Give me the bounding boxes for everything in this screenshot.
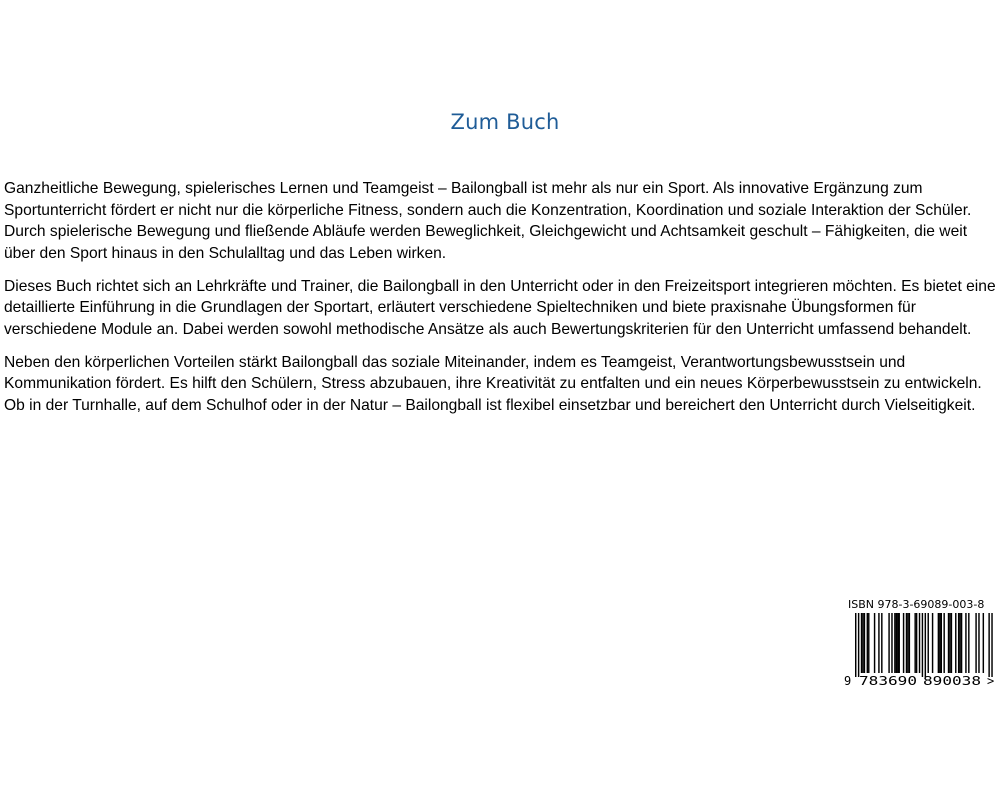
barcode-bar — [899, 613, 900, 673]
barcode-bar — [991, 613, 992, 677]
barcode-bar — [864, 613, 865, 673]
barcode-bar — [891, 613, 892, 673]
section-title: Zum Buch — [450, 110, 560, 134]
barcode-bar — [867, 613, 868, 673]
barcode-bar — [951, 613, 952, 673]
paragraph: Dieses Buch richtet sich an Lehrkräfte und Trainer, die Bailongball in den Unterricht oder in den Freizeitsport integrieren möchten. Es bietet eine detaillierte Einführung in die Grundlagen der Sportart, erläutert verschiedene Spieltechniken und biete praxisnahe Übungsformen für verschiedene Module an. Dabei werden sowohl methodische Ansätze als auch Bewertungskriterien für den Unterricht umfassend behandelt. — [4, 277, 996, 338]
barcode-bar — [922, 613, 923, 677]
barcode-bar — [855, 613, 856, 677]
barcode-bar — [919, 613, 920, 673]
barcode-bar — [938, 613, 939, 673]
barcode-bar — [868, 613, 869, 673]
barcode-end-mark: > — [987, 674, 995, 688]
barcode-bar — [965, 613, 966, 673]
barcode-bar — [881, 613, 882, 673]
barcode-bar — [925, 613, 926, 677]
barcode-bar — [909, 613, 910, 673]
barcode-bar — [914, 613, 915, 673]
barcode-bar — [928, 613, 929, 673]
barcode-bar — [888, 613, 889, 673]
barcode-bar — [932, 613, 933, 673]
barcode-bar — [878, 613, 879, 673]
barcode-digits-right: 890038 — [923, 674, 981, 688]
barcode-bar — [896, 613, 897, 673]
barcode-bar — [961, 613, 962, 673]
barcode-bar — [894, 613, 895, 673]
barcode-bar — [861, 613, 862, 673]
barcode-bar — [941, 613, 942, 673]
barcode-bar — [968, 613, 969, 673]
barcode — [842, 613, 998, 690]
barcode-digit-first: 9 — [844, 674, 852, 688]
barcode-bar — [897, 613, 898, 673]
barcode-bar — [939, 613, 940, 673]
barcode-digits-left: 783690 — [859, 674, 917, 688]
paragraph: Ganzheitliche Bewegung, spielerisches Lernen und Teamgeist – Bailongball ist mehr als nur ein Sport. Als innovative Ergänzung zum Sportunterricht fördert er nicht nur die körperliche Fitness, sondern auch die Konzentration, Koordination und soziale Interaktion der Schüler. Durch spielerische Bewegung und fließende Abläufe werden Beweglichkeit, Gleichgewicht und Achtsamkeit geschult – Fähigkeiten, die weit über den Sport hinaus in den Schulalltag und das Leben wirken. — [4, 180, 972, 262]
barcode-bar — [906, 613, 907, 673]
barcode-bar — [862, 613, 863, 673]
barcode-bar — [955, 613, 956, 673]
barcode-bar — [983, 613, 984, 673]
barcode-bar — [988, 613, 989, 677]
barcode-bar — [907, 613, 908, 673]
barcode-bar — [916, 613, 917, 673]
barcode-bar — [948, 613, 949, 673]
barcode-bar — [943, 613, 944, 673]
barcode-bar — [958, 613, 959, 673]
barcode-bar — [903, 613, 904, 673]
barcode-bar — [874, 613, 875, 673]
barcode-bar — [959, 613, 960, 673]
isbn-block — [842, 598, 998, 690]
barcode-bar — [949, 613, 950, 673]
paragraph: Neben den körperlichen Vorteilen stärkt Bailongball das soziale Miteinander, indem es Teamgeist, Verantwortungsbewusstsein und Kommunikation fördert. Es hilft den Schülern, Stress abzubauen, ihre Kreativität zu entfalten und ein neues Körperbewusstsein zu entwickeln. Ob in der Turnhalle, auf dem Schulhof oder in der Natur – Bailongball ist flexibel einsetzbar und bereichert den Unterricht durch Vielseitigkeit. — [4, 353, 982, 414]
barcode-bar — [978, 613, 979, 673]
barcode-bar — [975, 613, 976, 673]
barcode-bar — [858, 613, 859, 677]
isbn-label: ISBN 978-3-69089-003-8 — [848, 598, 985, 611]
blurb-text — [4, 178, 998, 428]
